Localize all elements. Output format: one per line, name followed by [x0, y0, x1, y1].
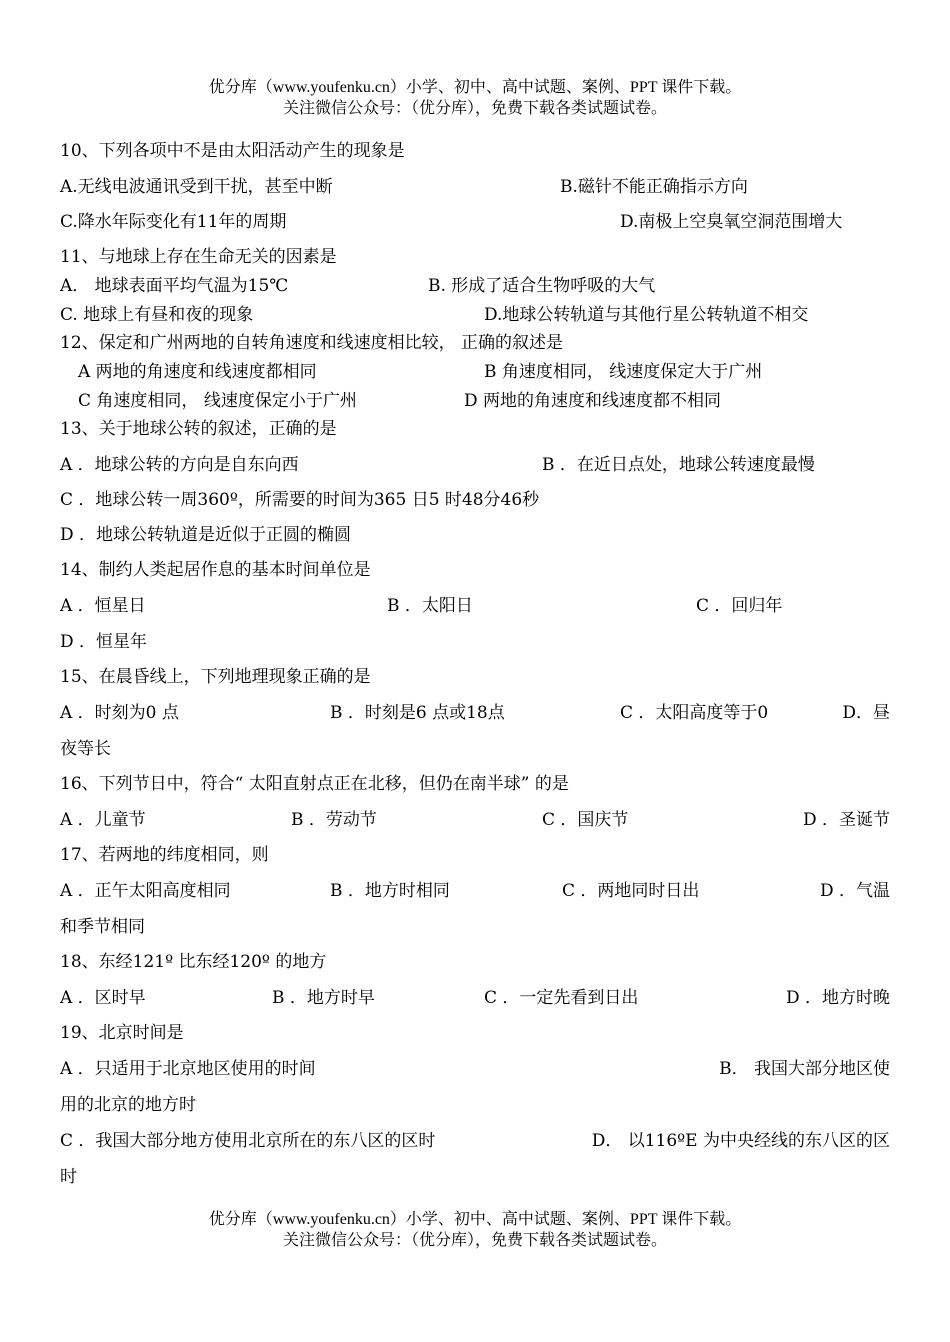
q13-option-b: B ．在近日点处，地球公转速度最慢	[542, 455, 815, 475]
q12-option-a: A 两地的角速度和线速度都相同	[78, 362, 317, 382]
q15-option-c: C ．太阳高度等于0	[620, 703, 769, 723]
q19-option-b: B． 我国大部分地区使	[719, 1059, 890, 1079]
q17-option-a: A ．正午太阳高度相同	[60, 881, 231, 901]
footer-line-2: 关注微信公众号：（优分库），免费下载各类试题试卷。	[282, 1232, 667, 1249]
q18-stem: 18、东经121º 比东经120º 的地方	[60, 952, 327, 972]
q14-option-d: D ．恒星年	[60, 632, 148, 652]
q15-option-d-continued: 夜等长	[60, 739, 111, 759]
footer-line-1: 优分库（www.youfenku.cn）小学、初中、高中试题、案例、PPT 课件下载。	[208, 1211, 742, 1228]
q18-option-b: B ．地方时早	[272, 988, 375, 1008]
q18-option-d: D ．地方时晚	[785, 988, 890, 1008]
q16-option-d: D ．圣诞节	[802, 810, 890, 830]
q17-option-b: B ．地方时相同	[330, 881, 450, 901]
q11-option-d: D.地球公转轨道与其他行星公转轨道不相交	[484, 305, 809, 325]
q10-stem: 10、下列各项中不是由太阳活动产生的现象是	[60, 141, 405, 161]
q17-option-d: D ．气温	[819, 881, 890, 901]
q15-option-a: A ．时刻为0 点	[60, 703, 179, 723]
q16-stem: 16、下列节日中，符合“ 太阳直射点正在北移，但仍在南半球” 的是	[60, 774, 569, 794]
q16-option-b: B ．劳动节	[291, 810, 377, 830]
q10-option-c: C.降水年际变化有11年的周期	[60, 212, 287, 232]
q14-option-b: B ．太阳日	[387, 596, 473, 616]
header-line-2: 关注微信公众号：（优分库），免费下载各类试题试卷。	[282, 100, 667, 117]
page-footer	[0, 1209, 950, 1251]
q10-option-d: D.南极上空臭氧空洞范围增大	[620, 212, 843, 232]
q19-option-c: C ．我国大部分地方使用北京所在的东八区的区时	[60, 1131, 436, 1151]
q19-option-d: D． 以116ºE 为中央经线的东八区的区	[591, 1131, 890, 1151]
q13-option-d: D ．地球公转轨道是近似于正圆的椭圆	[60, 525, 352, 545]
header-line-1: 优分库（www.youfenku.cn）小学、初中、高中试题、案例、PPT 课件下载。	[208, 79, 742, 96]
q13-option-a: A ．地球公转的方向是自东向西	[60, 455, 299, 475]
q15-option-d: D．昼	[842, 703, 890, 723]
q17-stem: 17、若两地的纬度相同，则	[60, 845, 269, 865]
q12-stem: 12、保定和广州两地的自转角速度和线速度相比较， 正确的叙述是	[60, 333, 564, 353]
q19-option-a: A ．只适用于北京地区使用的时间	[60, 1059, 316, 1079]
q11-stem: 11、与地球上存在生命无关的因素是	[60, 247, 337, 267]
q19-option-d-continued: 时	[60, 1167, 77, 1187]
q16-option-a: A ．儿童节	[60, 810, 146, 830]
q18-option-a: A ．区时早	[60, 988, 146, 1008]
q14-stem: 14、制约人类起居作息的基本时间单位是	[60, 560, 371, 580]
q19-option-b-continued: 用的北京的地方时	[60, 1095, 196, 1115]
q13-option-c: C ．地球公转一周360º，所需要的时间为365 日5 时48分46秒	[60, 490, 540, 510]
q15-option-b: B ．时刻是6 点或18点	[330, 703, 505, 723]
q14-option-c: C ．回归年	[696, 596, 783, 616]
q10-option-b: B.磁针不能正确指示方向	[560, 177, 748, 197]
q17-option-c: C ．两地同时日出	[562, 881, 700, 901]
q11-option-c: C. 地球上有昼和夜的现象	[60, 305, 254, 325]
q15-stem: 15、在晨昏线上，下列地理现象正确的是	[60, 667, 371, 687]
q19-stem: 19、北京时间是	[60, 1023, 184, 1043]
q18-option-c: C ．一定先看到日出	[484, 988, 639, 1008]
page-header	[0, 77, 950, 119]
q17-option-d-continued: 和季节相同	[60, 917, 145, 937]
q14-option-a: A ．恒星日	[60, 596, 146, 616]
q10-option-a: A.无线电波通讯受到干扰，甚至中断	[60, 177, 333, 197]
q11-option-a: A． 地球表面平均气温为15℃	[60, 276, 289, 296]
q12-option-b: B 角速度相同， 线速度保定大于广州	[484, 362, 763, 382]
q13-stem: 13、关于地球公转的叙述，正确的是	[60, 419, 337, 439]
q16-option-c: C ．国庆节	[542, 810, 629, 830]
q12-option-d: D 两地的角速度和线速度都不相同	[464, 391, 722, 411]
q11-option-b: B. 形成了适合生物呼吸的大气	[428, 276, 656, 296]
q12-option-c: C 角速度相同， 线速度保定小于广州	[78, 391, 357, 411]
